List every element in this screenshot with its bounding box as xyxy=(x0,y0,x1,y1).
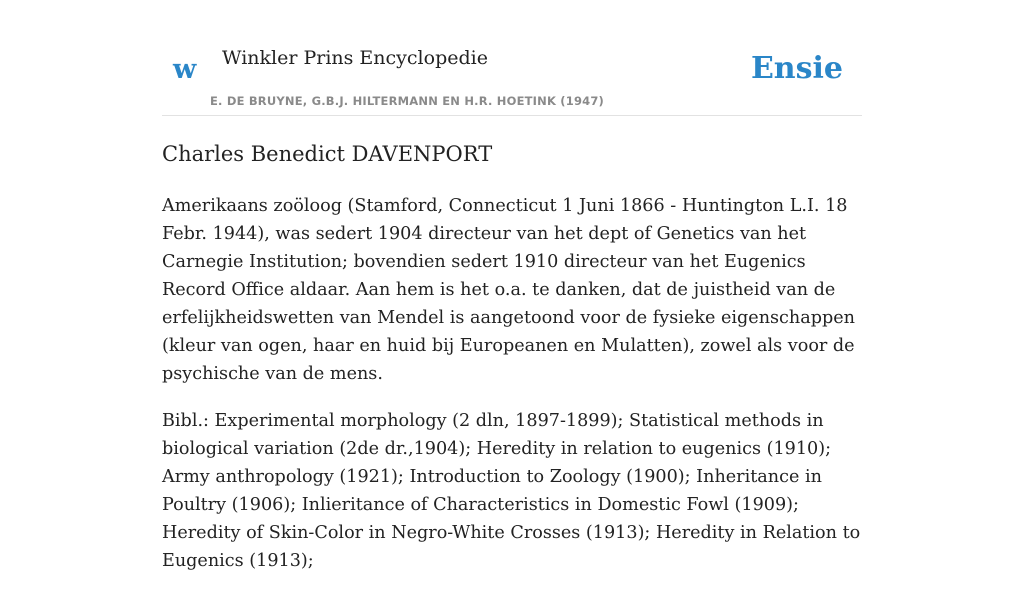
entry-title: Charles Benedict DAVENPORT xyxy=(162,142,493,166)
encyclopedia-header xyxy=(162,36,862,116)
ensie-brand-link[interactable]: Ensie xyxy=(750,51,843,86)
entry-paragraph-bibliography: Bibl.: Experimental morphology (2 dln, 1897-1899); Statistical methods in biological variation (2de dr.,1904); Heredity in relation to eugenics (1910); Army anthropology (1921); Introduction to Zoology (1900); Inheritance in Poultry (1906); Inlieritance of Characteristics in Domestic Fowl (1909); Heredity of Skin-Color in Negro-White Crosses (1913); Heredity in Relation to Eugenics (1913); xyxy=(162,411,861,571)
publication-authors: E. DE BRUYNE, G.B.J. HILTERMANN EN H.R. HOETINK (1947) xyxy=(210,94,605,108)
publication-title[interactable]: Winkler Prins Encyclopedie xyxy=(222,47,488,69)
entry-body xyxy=(162,192,862,594)
publication-logo-icon: w xyxy=(173,54,197,85)
entry-paragraph-description: Amerikaans zoöloog (Stamford, Connecticut 1 Juni 1866 - Huntington L.I. 18 Febr. 1944), was sedert 1904 directeur van het dept of Genetics van het Carnegie Institution; bovendien sedert 1910 directeur van het Eugenics Record Office aldaar. Aan hem is het o.a. te danken, dat de juistheid van de erfelijkheidswetten van Mendel is aangetoond voor de fysieke eigenschappen (kleur van ogen, haar en huid bij Europeanen en Mulatten), zowel als voor de psychische van de mens. xyxy=(162,196,855,384)
